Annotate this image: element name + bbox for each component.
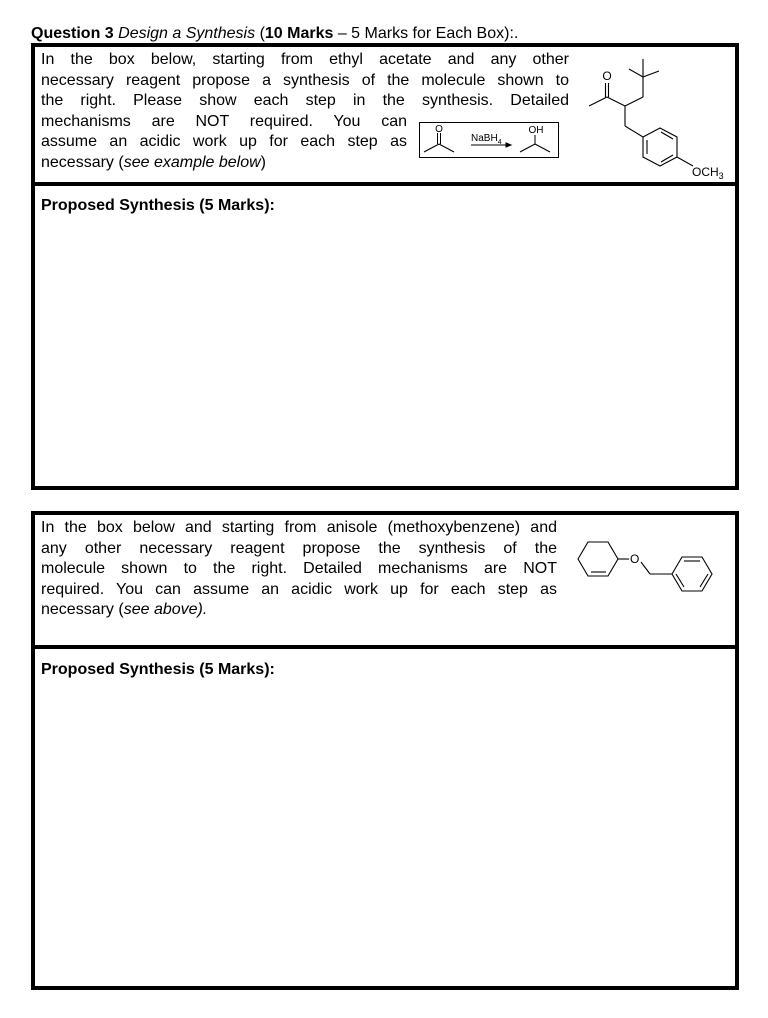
question-label: Question 3: [31, 25, 114, 42]
instruction-line: necessary reagent propose a synthesis of the molecule shown to: [41, 71, 569, 89]
instruction-text: ): [260, 153, 266, 171]
target-molecule-2: [571, 525, 731, 595]
target-molecule-1: [583, 53, 733, 188]
instruction-line: any other necessary reagent propose the synthesis of the: [41, 539, 557, 557]
section-divider: [35, 182, 735, 186]
instruction-line: molecule shown to the right. Detailed mechanisms are NOT: [41, 560, 557, 577]
ketone-oxygen-label: O: [602, 69, 612, 83]
section-divider: [35, 645, 735, 649]
synthesis-box-2: [31, 511, 739, 990]
ether-oxygen-label: O: [630, 552, 640, 566]
methoxy-label: $OCH_3$: [692, 165, 724, 181]
isopropanol-structure: [520, 135, 550, 152]
example-reference: see example below: [123, 153, 261, 171]
synthesis-box-1: [31, 43, 739, 490]
instructions-2: [41, 518, 557, 621]
marks-open: (: [259, 25, 265, 42]
molecule-skeleton: [578, 542, 712, 591]
instruction-text: necessary (: [41, 153, 124, 171]
instruction-line: [41, 600, 557, 621]
question-topic: Design a Synthesis: [118, 25, 256, 42]
instruction-line: the right. Please show each step in the synthesis. Detailed: [41, 92, 569, 109]
marks-breakdown: – 5 Marks for Each Box):.: [333, 25, 519, 42]
instruction-line: assume an acidic work up for each step as: [41, 133, 407, 150]
example-reaction: [419, 122, 559, 158]
question-title: [31, 25, 611, 45]
proposed-synthesis-heading-1: Proposed Synthesis (5 Marks):: [41, 197, 275, 214]
reactant-oxygen-label: O: [435, 124, 443, 135]
example-reference: see above).: [123, 601, 208, 618]
instruction-line: In the box below, starting from ethyl acetate and any other: [41, 51, 569, 68]
instruction-line: In the box below and starting from anisole (methoxybenzene) and: [41, 519, 557, 536]
product-hydroxyl-label: OH: [528, 125, 544, 136]
reagent-label: NaBH$_4$: [471, 133, 502, 146]
total-marks: 10 Marks: [264, 25, 334, 42]
instruction-line: mechanisms are NOT required. You can: [41, 112, 407, 130]
instruction-line: required. You can assume an acidic work up for each step as: [41, 580, 557, 598]
instruction-text: necessary (: [41, 601, 124, 618]
proposed-synthesis-heading-2: Proposed Synthesis (5 Marks):: [41, 661, 275, 678]
acetone-structure: [424, 133, 454, 152]
example-reaction-diagram: [420, 123, 558, 157]
